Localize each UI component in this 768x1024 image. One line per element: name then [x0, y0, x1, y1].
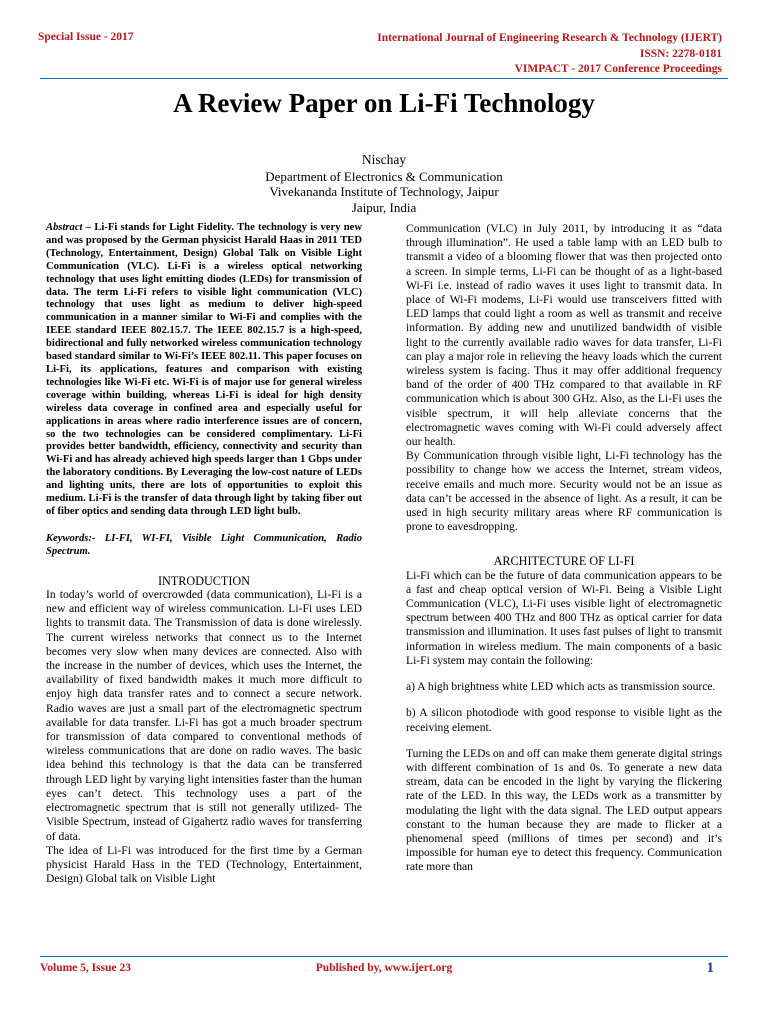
right-paragraph-2: By Communication through visible light, Li-Fi technology has the possibility to change how we access the Internet, stream videos, receive emails and much more. Security would not be an issue as data can’t be accessed in the absence of light. As a result, it can be used in high security military areas where RF communication is prone to eavesdropping. — [406, 449, 722, 534]
footer-publisher: Published by, www.ijert.org — [315, 962, 453, 974]
header-issn: ISSN: 2278-0181 — [639, 47, 722, 60]
header-conference: VIMPACT - 2017 Conference Proceedings — [514, 63, 722, 75]
abstract — [46, 222, 362, 519]
component-item-b: b) A silicon photodiode with good response to visible light as the receiving element. — [406, 706, 722, 734]
abstract-label: Abstract — [46, 222, 83, 233]
section-heading-introduction: INTRODUCTION — [157, 573, 251, 588]
section-heading-architecture: ARCHITECTURE OF LI-FI — [493, 554, 635, 569]
led-paragraph: Turning the LEDs on and off can make them generate digital strings with different combination of 1s and 0s. To generate a new data stream, data can be encoded in the light by varying the flickering rate of the LED. In this way, the LEDs work as a transmitter by modulating the light with the data signal. The LED output appears constant to the human because they are made to flicker at a phenomenal speed (millions of times per second) and it’s impossible for human eye to detect this frequency. Communication rate more than — [406, 746, 722, 874]
left-column — [46, 222, 362, 886]
page-number: 1 — [706, 960, 714, 976]
intro-paragraph-2: The idea of Li-Fi was introduced for the first time by a German physicist Harald Hass in the TED (Technology, Entertainment, Design) Global talk on Visible Light — [46, 843, 362, 886]
keywords: Keywords:- LI-FI, WI-FI, Visible Light Communication, Radio Spectrum. — [46, 532, 362, 557]
header-journal-info — [377, 31, 722, 78]
header-special-issue: Special Issue - 2017 — [38, 31, 134, 43]
author-block — [0, 152, 768, 215]
affiliation-institute: Vivekananda Institute of Technology, Jaipur — [269, 184, 499, 199]
affiliation-department: Department of Electronics & Communication — [265, 168, 503, 184]
paper-title: A Review Paper on Li-Fi Technology — [173, 88, 595, 118]
right-column — [406, 222, 722, 875]
abstract-text: – Li-Fi stands for Light Fidelity. The technology is very new and was proposed by the German physicist Harald Haas in 2011 TED (Technology, Entertainment, Design) Global Talk on Visible Light Communication (VLC). Li-Fi is a wireless optical networking technology that uses light emitting diodes (LEDs) for transmission of data. The term Li-Fi refers to visible light communication (VLC) technology that uses light as medium to deliver high-speed communication in a manner similar to Wi-Fi and complies with the IEEE standard IEEE 802.15.7. The IEEE 802.15.7 is a high-speed, bidirectional and fully networked wireless communication technology based standard similar to Wi-Fi’s IEEE 802.11. This paper focuses on Li-Fi, its applications, features and comparison with existing technologies like Wi-Fi etc. Wi-Fi is of major use for general wireless coverage within building, whereas Li-Fi is ideal for high density wireless data coverage in confined area and especially useful for applications in areas where radio interference issues are of concern, so the two technologies can be considered complimentary. Li-Fi provides better bandwidth, efficiency, connectivity and security than Wi-Fi and has already achieved high speeds larger than 1 Gbps under the laboratory conditions. By Leveraging the low-cost nature of LEDs and lighting units, there are lots of opportunities to exploit this medium. Li-Fi is the transfer of data through light by taking fiber out of fiber optics and sending data through LED light bulb. — [46, 222, 362, 517]
intro-paragraph-1: In today’s world of overcrowded (data communication), Li-Fi is a new and efficient way of wireless communication. Li-Fi uses LED lights to transmit data. The Transmission of data is done wirelessly. The current wireless networks that connect us to the Internet becomes very slow when many devices are connected. Also with the increase in the number of devices, which uses the Internet, the availability of fixed bandwidth makes it much more difficult to enjoy high data transfer rates and to connect a secure network. Radio waves are just a small part of the electromagnetic spectrum available for data transfer. Li-Fi has got a much broader spectrum for transmission of data compared to conventional methods of wireless communications that are done on radio waves. The basic idea behind this technology is that the data can be transferred through LED light by varying light intensities faster than the human eyes can’t detect. This technology uses a part of the electromagnetic spectrum that is still not generally utilized- The Visible Spectrum, instead of Gigahertz radio waves for transferring of data. — [46, 588, 362, 843]
author-name: Nischay — [361, 152, 407, 167]
right-paragraph-1: Communication (VLC) in July 2011, by introducing it as “data through illumination”. He used a table lamp with an LED bulb to transmit a video of a blooming flower that was then projected onto a screen. In simple terms, Li-Fi can be thought of as a light-based Wi-Fi i.e. instead of radio waves it uses light to transmit data. In place of Wi-Fi modems, Li-Fi would use transceivers fitted with LED lamps that could light a room as well as transmit and receive information. By adding new and unutilized bandwidth of visible light to the currently available radio waves for data transfer, Li-Fi can play a major role in relieving the heavy loads which the current wireless system is facing. Thus it may offer additional frequency band of the order of 400 THz compared to that available in RF communication which is about 300 GHz. Also, as the Li-Fi uses the visible spectrum, it will help alleviate concerns that the electromagnetic waves coming with Wi-Fi could adversely affect our health. — [406, 222, 722, 449]
header-divider — [40, 78, 728, 79]
affiliation-city: Jaipur, India — [351, 199, 417, 215]
footer-volume: Volume 5, Issue 23 — [40, 962, 131, 974]
footer-divider — [40, 956, 728, 957]
component-item-a: a) A high brightness white LED which acts as transmission source. — [406, 680, 716, 694]
architecture-paragraph: Li-Fi which can be the future of data communication appears to be a fast and cheap optical version of Wi-Fi. Being a Visible Light Communication (VLC), Li-Fi uses visible light of electromagnetic spectrum between 400 THz and 800 THz as optical carrier for data transmission and illumination. It uses fast pulses of light to transmit information in wireless medium. The main components of a basic Li-Fi system may contain the following: — [406, 568, 722, 667]
header-journal-name: International Journal of Engineering Research & Technology (IJERT) — [377, 32, 722, 44]
